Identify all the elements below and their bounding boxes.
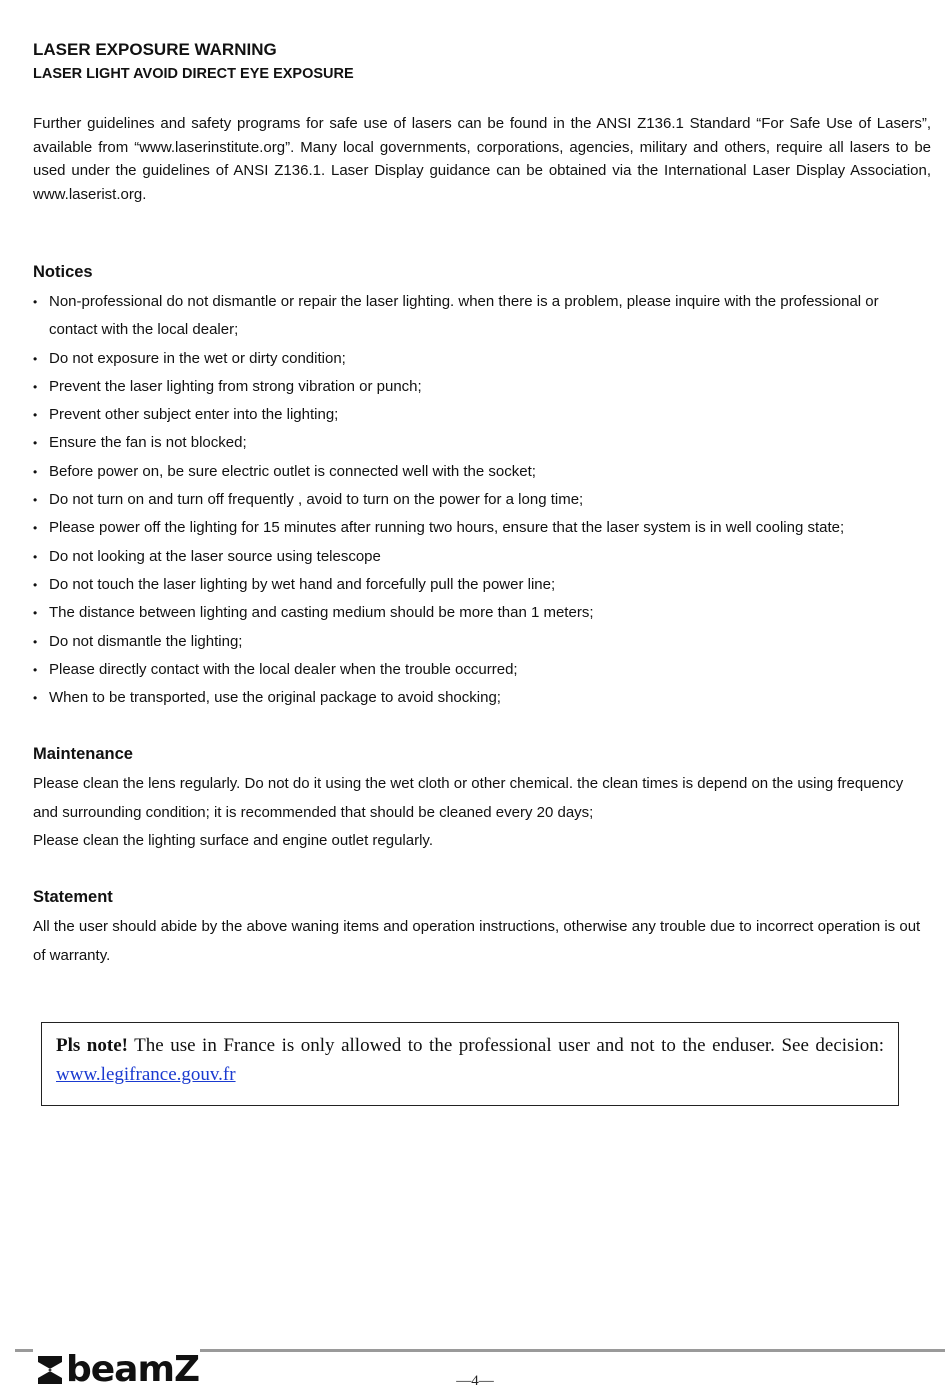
bullet-icon: •: [33, 408, 38, 423]
notice-text: Please power off the lighting for 15 minutes after running two hours, ensure that the laser system is in well cooling state;: [49, 519, 845, 537]
notice-text: Do not exposure in the wet or dirty condition;: [49, 349, 346, 367]
bullet-icon: •: [33, 634, 38, 649]
notice-text: Before power on, be sure electric outlet is connected well with the socket;: [49, 462, 536, 480]
notice-item: [33, 429, 931, 457]
notice-text: Please directly contact with the local dealer when the trouble occurred;: [49, 660, 518, 678]
bullet-icon: •: [33, 606, 38, 621]
page-number: —4—: [456, 1373, 494, 1389]
notice-text: Non-professional do not dismantle or repair the laser lighting. when there is a problem, please inquire with the professional or contact with the local dealer;: [49, 293, 879, 339]
notice-text: Prevent other subject enter into the lighting;: [49, 406, 339, 424]
notice-item: [33, 628, 931, 656]
notice-text: Do not turn on and turn off frequently , avoid to turn on the power for a long time;: [49, 491, 584, 509]
bullet-icon: •: [33, 662, 38, 677]
notice-text: Do not looking at the laser source using telescope: [49, 547, 381, 565]
intro-paragraph: Further guidelines and safety programs for safe use of lasers can be found in the ANSI Z136.1 Standard “For Safe Use of Lasers”, available from “www.laserinstitute.org”. Many local governments, corporations, agencies, military and others, require all lasers to be used under the guidelines of ANSI Z136.1. Laser Display guidance can be obtained via the International Laser Display Association, www.laserist.org.: [33, 115, 931, 203]
notice-item: [33, 288, 931, 345]
notice-text: Do not touch the laser lighting by wet hand and forcefully pull the power line;: [49, 575, 556, 593]
notice-item: [33, 514, 931, 542]
note-label: Pls note!: [56, 1035, 128, 1056]
bullet-icon: •: [33, 493, 38, 508]
notice-text: The distance between lighting and casting medium should be more than 1 meters;: [49, 604, 594, 622]
bullet-icon: •: [33, 549, 38, 564]
notice-item: [33, 486, 931, 514]
notice-text: Ensure the fan is not blocked;: [49, 434, 247, 452]
bullet-icon: •: [33, 379, 38, 394]
france-note-box: [41, 1022, 899, 1106]
warning-title: LASER EXPOSURE WARNING: [33, 40, 277, 59]
notice-item: [33, 401, 931, 429]
notice-item: [33, 656, 931, 684]
notice-text: When to be transported, use the original package to avoid shocking;: [49, 689, 501, 707]
notice-text: Prevent the laser lighting from strong vibration or punch;: [49, 377, 422, 395]
bullet-icon: •: [33, 351, 38, 366]
note-text: The use in France is only allowed to the professional user and not to the enduser. See decision:: [127, 1035, 885, 1056]
bullet-icon: •: [33, 464, 38, 479]
warning-subtitle: LASER LIGHT AVOID DIRECT EYE EXPOSURE: [33, 66, 354, 82]
bullet-icon: •: [33, 691, 38, 706]
notice-item: [33, 345, 931, 373]
document-page: [33, 38, 931, 970]
notice-item: [33, 373, 931, 401]
legifrance-link[interactable]: www.legifrance.gouv.fr: [56, 1063, 236, 1085]
notice-item: [33, 599, 931, 627]
notice-item: [33, 684, 931, 712]
footer-rule-left: [15, 1349, 33, 1352]
notice-item: [33, 571, 931, 599]
notice-item: [33, 543, 931, 571]
bullet-icon: •: [33, 295, 38, 309]
notices-list: [33, 288, 931, 712]
statement-title: Statement: [33, 888, 113, 907]
notices-title: Notices: [33, 263, 93, 281]
statement-text: [33, 913, 931, 970]
footer-rule-right: [200, 1349, 945, 1352]
notice-text: Do not dismantle the lighting;: [49, 632, 243, 650]
bullet-icon: •: [33, 436, 38, 451]
statement-paragraph: All the user should abide by the above waning items and operation instructions, otherwise any trouble due to incorrect operation is out of warranty.: [33, 918, 921, 964]
notice-item: [33, 458, 931, 486]
bullet-icon: •: [33, 577, 38, 592]
bullet-icon: •: [33, 521, 38, 536]
maintenance-paragraph-1: Please clean the lens regularly. Do not do it using the wet cloth or other chemical. the clean times is depend on the using frequency and surrounding condition; it is recommended that should be cleaned every 20 days;: [33, 775, 904, 821]
maintenance-title: Maintenance: [33, 745, 133, 764]
brand-name: beamZ: [66, 1349, 200, 1390]
maintenance-paragraph-2: Please clean the lighting surface and engine outlet regularly.: [33, 832, 433, 850]
maintenance-text: [33, 770, 931, 855]
